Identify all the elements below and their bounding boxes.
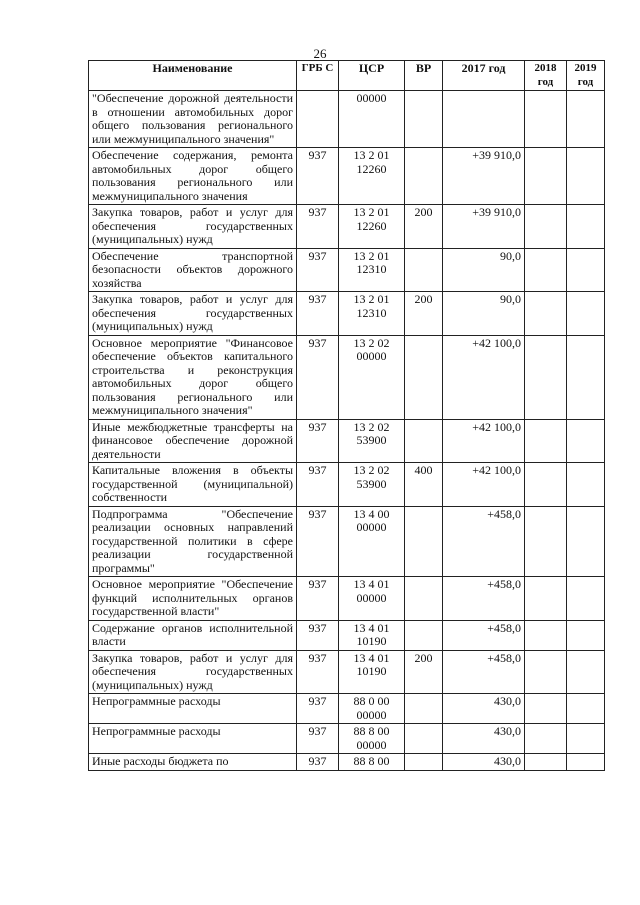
- cell-csr: 13 2 01 12260: [339, 148, 405, 205]
- cell-2017: +458,0: [443, 577, 525, 621]
- cell-2019: [567, 724, 605, 754]
- cell-vr: [405, 724, 443, 754]
- cell-vr: 200: [405, 650, 443, 694]
- cell-name: Непрограммные расходы: [89, 724, 297, 754]
- table-row: [89, 335, 605, 419]
- cell-csr: 13 2 01 12260: [339, 205, 405, 249]
- cell-name: Закупка товаров, работ и услуг для обеспечения государственных (муниципальных) нужд: [89, 292, 297, 336]
- cell-2019: [567, 620, 605, 650]
- cell-grbs: 937: [297, 335, 339, 419]
- cell-grbs: 937: [297, 620, 339, 650]
- cell-2017: +458,0: [443, 650, 525, 694]
- cell-2019: [567, 292, 605, 336]
- table-row: [89, 620, 605, 650]
- cell-csr: 00000: [339, 91, 405, 148]
- header-csr: ЦСР: [339, 61, 405, 91]
- table-row: [89, 754, 605, 771]
- cell-name: Обеспечение транспортной безопасности объектов дорожного хозяйства: [89, 248, 297, 292]
- cell-2019: [567, 248, 605, 292]
- cell-csr: 13 2 02 53900: [339, 419, 405, 463]
- cell-csr: 13 2 02 00000: [339, 335, 405, 419]
- cell-2017: 430,0: [443, 694, 525, 724]
- cell-csr: 88 8 00 00000: [339, 724, 405, 754]
- cell-2017: +42 100,0: [443, 335, 525, 419]
- header-vr: ВР: [405, 61, 443, 91]
- cell-grbs: 937: [297, 292, 339, 336]
- cell-name: Содержание органов исполнительной власти: [89, 620, 297, 650]
- cell-2019: [567, 754, 605, 771]
- cell-name: Капитальные вложения в объекты государственной (муниципальной) собственности: [89, 463, 297, 507]
- cell-name: Непрограммные расходы: [89, 694, 297, 724]
- cell-vr: [405, 91, 443, 148]
- cell-grbs: [297, 91, 339, 148]
- cell-name: Основное мероприятие "Финансовое обеспечение объектов капитального строительства и реконструкция автомобильных дорог общего пользования регионального или межмуниципального значения": [89, 335, 297, 419]
- table-row: [89, 506, 605, 577]
- cell-csr: 13 2 01 12310: [339, 248, 405, 292]
- table-row: [89, 419, 605, 463]
- header-2018: 2018 год: [525, 61, 567, 91]
- cell-name: Основное мероприятие "Обеспечение функций исполнительных органов государственной власти": [89, 577, 297, 621]
- cell-grbs: 937: [297, 754, 339, 771]
- cell-name: Обеспечение содержания, ремонта автомобильных дорог общего пользования регионального или межмуниципального значения: [89, 148, 297, 205]
- cell-2019: [567, 650, 605, 694]
- cell-2018: [525, 148, 567, 205]
- cell-csr: 13 2 02 53900: [339, 463, 405, 507]
- cell-2018: [525, 694, 567, 724]
- cell-2019: [567, 694, 605, 724]
- cell-2017: 430,0: [443, 724, 525, 754]
- table-row: [89, 292, 605, 336]
- cell-csr: 13 4 01 00000: [339, 577, 405, 621]
- cell-2017: 90,0: [443, 248, 525, 292]
- cell-2018: [525, 335, 567, 419]
- cell-grbs: 937: [297, 205, 339, 249]
- cell-2017: +42 100,0: [443, 419, 525, 463]
- cell-2018: [525, 650, 567, 694]
- cell-2018: [525, 620, 567, 650]
- cell-csr: 88 8 00: [339, 754, 405, 771]
- cell-vr: [405, 754, 443, 771]
- header-2019: 2019 год: [567, 61, 605, 91]
- cell-name: Закупка товаров, работ и услуг для обеспечения государственных (муниципальных) нужд: [89, 650, 297, 694]
- cell-grbs: 937: [297, 724, 339, 754]
- cell-name: Закупка товаров, работ и услуг для обеспечения государственных (муниципальных) нужд: [89, 205, 297, 249]
- cell-vr: [405, 419, 443, 463]
- cell-2019: [567, 205, 605, 249]
- cell-2017: +458,0: [443, 506, 525, 577]
- header-grbs: ГРБ С: [297, 61, 339, 91]
- budget-table: [88, 60, 605, 771]
- cell-2017: +39 910,0: [443, 148, 525, 205]
- table-row: [89, 577, 605, 621]
- cell-csr: 13 4 01 10190: [339, 620, 405, 650]
- cell-vr: [405, 248, 443, 292]
- header-2017: 2017 год: [443, 61, 525, 91]
- cell-2018: [525, 577, 567, 621]
- cell-2017: 90,0: [443, 292, 525, 336]
- table-row: [89, 205, 605, 249]
- table-row: [89, 148, 605, 205]
- cell-2019: [567, 577, 605, 621]
- cell-2017: +39 910,0: [443, 205, 525, 249]
- table-row: [89, 463, 605, 507]
- cell-grbs: 937: [297, 577, 339, 621]
- cell-2018: [525, 506, 567, 577]
- cell-2017: +458,0: [443, 620, 525, 650]
- cell-csr: 13 2 01 12310: [339, 292, 405, 336]
- cell-2018: [525, 292, 567, 336]
- cell-name: "Обеспечение дорожной деятельности в отношении автомобильных дорог общего пользования регионального или межмуниципального значения": [89, 91, 297, 148]
- cell-grbs: 937: [297, 650, 339, 694]
- cell-vr: 400: [405, 463, 443, 507]
- cell-2017: 430,0: [443, 754, 525, 771]
- table-row: [89, 91, 605, 148]
- cell-2018: [525, 248, 567, 292]
- cell-2019: [567, 506, 605, 577]
- cell-csr: 13 4 01 10190: [339, 650, 405, 694]
- cell-vr: [405, 620, 443, 650]
- cell-name: Иные расходы бюджета по: [89, 754, 297, 771]
- cell-vr: [405, 148, 443, 205]
- table-row: [89, 724, 605, 754]
- cell-grbs: 937: [297, 506, 339, 577]
- cell-2018: [525, 205, 567, 249]
- cell-2019: [567, 91, 605, 148]
- cell-name: Подпрограмма "Обеспечение реализации основных направлений государственной политики в сфере реализации государственной программы": [89, 506, 297, 577]
- table-row: [89, 694, 605, 724]
- header-name: Наименование: [89, 61, 297, 91]
- cell-2019: [567, 148, 605, 205]
- cell-vr: 200: [405, 292, 443, 336]
- cell-vr: [405, 335, 443, 419]
- cell-2019: [567, 419, 605, 463]
- cell-csr: 88 0 00 00000: [339, 694, 405, 724]
- cell-2018: [525, 754, 567, 771]
- cell-name: Иные межбюджетные трансферты на финансовое обеспечение дорожной деятельности: [89, 419, 297, 463]
- cell-vr: [405, 577, 443, 621]
- cell-2018: [525, 91, 567, 148]
- cell-grbs: 937: [297, 248, 339, 292]
- cell-2017: [443, 91, 525, 148]
- cell-2019: [567, 463, 605, 507]
- cell-vr: [405, 694, 443, 724]
- cell-grbs: 937: [297, 694, 339, 724]
- cell-vr: [405, 506, 443, 577]
- cell-2019: [567, 335, 605, 419]
- cell-grbs: 937: [297, 419, 339, 463]
- cell-2018: [525, 419, 567, 463]
- cell-2017: +42 100,0: [443, 463, 525, 507]
- cell-grbs: 937: [297, 463, 339, 507]
- cell-2018: [525, 463, 567, 507]
- table-row: [89, 248, 605, 292]
- cell-csr: 13 4 00 00000: [339, 506, 405, 577]
- page-number: 26: [313, 46, 327, 61]
- table-row: [89, 650, 605, 694]
- cell-vr: 200: [405, 205, 443, 249]
- table-header-row: [89, 61, 605, 91]
- cell-2018: [525, 724, 567, 754]
- cell-grbs: 937: [297, 148, 339, 205]
